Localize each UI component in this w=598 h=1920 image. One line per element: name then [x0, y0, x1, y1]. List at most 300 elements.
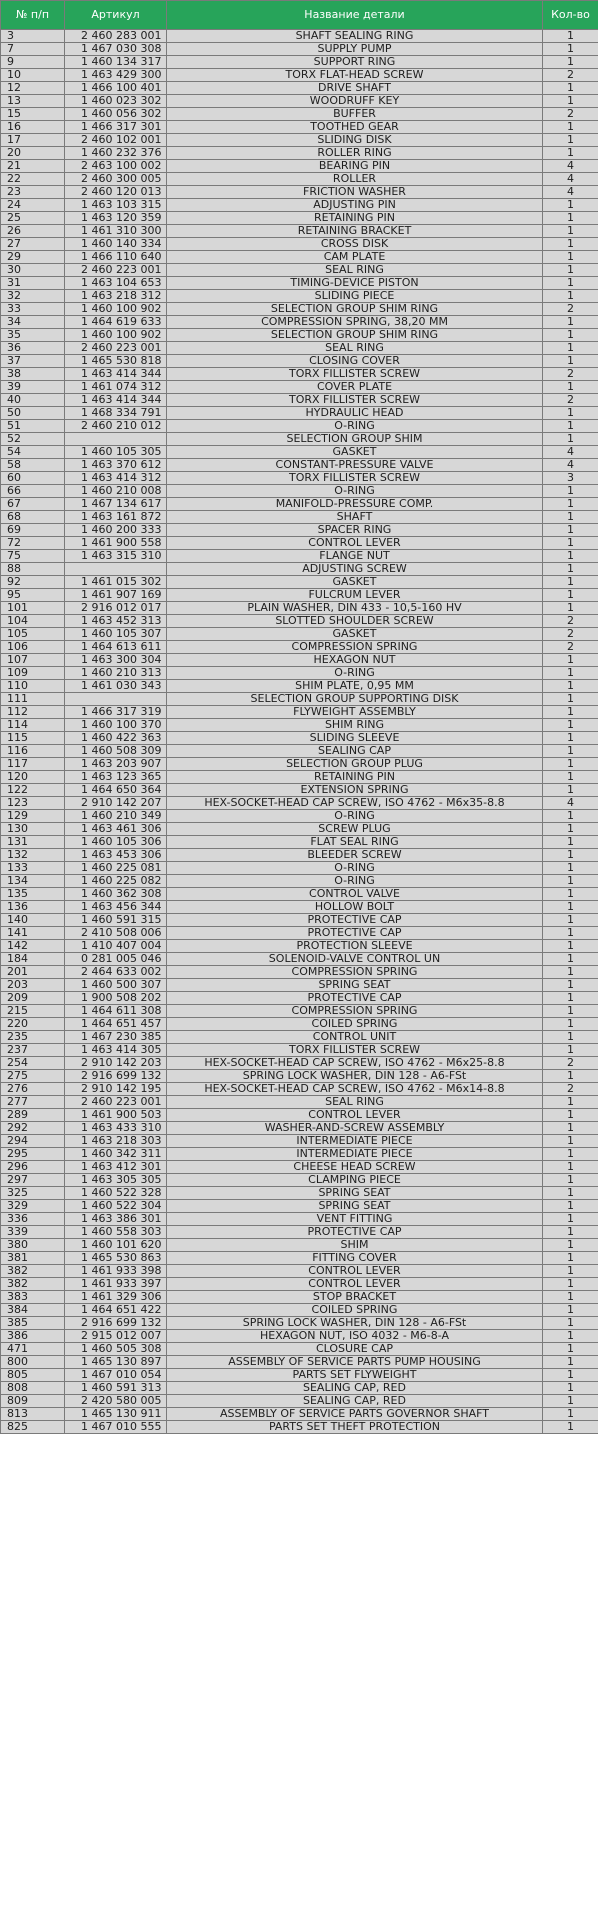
cell-part-name: SPACER RING [167, 524, 543, 537]
cell-number: 114 [1, 719, 65, 732]
cell-article: 1 466 317 301 [65, 121, 167, 134]
table-row [1, 537, 598, 550]
column-header-part-name: Название детали [167, 1, 543, 30]
cell-number: 203 [1, 979, 65, 992]
cell-number: 37 [1, 355, 65, 368]
cell-quantity: 1 [543, 1135, 598, 1148]
cell-article: 1 463 370 612 [65, 459, 167, 472]
table-row [1, 277, 598, 290]
cell-article: 1 460 232 376 [65, 147, 167, 160]
cell-quantity: 1 [543, 1382, 598, 1395]
table-row [1, 693, 598, 706]
table-row [1, 498, 598, 511]
cell-quantity: 1 [543, 823, 598, 836]
table-row [1, 264, 598, 277]
cell-number: 120 [1, 771, 65, 784]
cell-number: 26 [1, 225, 65, 238]
cell-part-name: HEX-SOCKET-HEAD CAP SCREW, ISO 4762 - M6x14-8.8 [167, 1083, 543, 1096]
table-row [1, 784, 598, 797]
cell-number: 13 [1, 95, 65, 108]
table-row [1, 30, 598, 43]
cell-number: 184 [1, 953, 65, 966]
cell-number: 107 [1, 654, 65, 667]
cell-number: 380 [1, 1239, 65, 1252]
cell-part-name: SEAL RING [167, 342, 543, 355]
cell-quantity: 1 [543, 1018, 598, 1031]
cell-quantity: 1 [543, 602, 598, 615]
cell-quantity: 2 [543, 394, 598, 407]
cell-article: 1 460 342 311 [65, 1148, 167, 1161]
cell-article: 1 465 130 911 [65, 1408, 167, 1421]
cell-number: 68 [1, 511, 65, 524]
cell-article: 1 461 900 558 [65, 537, 167, 550]
cell-article: 1 465 530 863 [65, 1252, 167, 1265]
cell-part-name: HOLLOW BOLT [167, 901, 543, 914]
cell-part-name: SOLENOID-VALVE CONTROL UN [167, 953, 543, 966]
cell-number: 289 [1, 1109, 65, 1122]
table-row [1, 329, 598, 342]
cell-number: 106 [1, 641, 65, 654]
cell-number: 51 [1, 420, 65, 433]
cell-part-name: MANIFOLD-PRESSURE COMP. [167, 498, 543, 511]
cell-article: 1 463 414 305 [65, 1044, 167, 1057]
cell-part-name: CLAMPING PIECE [167, 1174, 543, 1187]
cell-number: 122 [1, 784, 65, 797]
table-row [1, 1317, 598, 1330]
cell-article: 2 916 699 132 [65, 1070, 167, 1083]
cell-part-name: INTERMEDIATE PIECE [167, 1135, 543, 1148]
cell-quantity: 1 [543, 719, 598, 732]
cell-part-name: SPRING SEAT [167, 979, 543, 992]
column-header-quantity: Кол-во [543, 1, 598, 30]
cell-number: 254 [1, 1057, 65, 1070]
cell-quantity: 1 [543, 1109, 598, 1122]
table-row [1, 1135, 598, 1148]
cell-part-name: FRICTION WASHER [167, 186, 543, 199]
cell-part-name: SEALING CAP [167, 745, 543, 758]
cell-quantity: 2 [543, 1057, 598, 1070]
table-row [1, 186, 598, 199]
cell-part-name: PLAIN WASHER, DIN 433 - 10,5-160 HV [167, 602, 543, 615]
cell-number: 112 [1, 706, 65, 719]
cell-number: 23 [1, 186, 65, 199]
cell-number: 69 [1, 524, 65, 537]
cell-article: 1 464 619 633 [65, 316, 167, 329]
cell-part-name: CLOSURE CAP [167, 1343, 543, 1356]
table-row [1, 303, 598, 316]
cell-article: 1 460 505 308 [65, 1343, 167, 1356]
cell-part-name: FLANGE NUT [167, 550, 543, 563]
cell-part-name: SELECTION GROUP SHIM [167, 433, 543, 446]
cell-number: 329 [1, 1200, 65, 1213]
cell-number: 75 [1, 550, 65, 563]
cell-quantity: 1 [543, 1395, 598, 1408]
cell-article: 1 460 225 081 [65, 862, 167, 875]
table-row [1, 160, 598, 173]
cell-number: 21 [1, 160, 65, 173]
table-row [1, 1278, 598, 1291]
table-row [1, 1395, 598, 1408]
cell-article: 1 463 433 310 [65, 1122, 167, 1135]
cell-quantity: 1 [543, 498, 598, 511]
cell-number: 105 [1, 628, 65, 641]
cell-article: 1 463 103 315 [65, 199, 167, 212]
cell-article: 1 463 161 872 [65, 511, 167, 524]
table-row [1, 1057, 598, 1070]
cell-article: 1 463 452 313 [65, 615, 167, 628]
cell-quantity: 2 [543, 303, 598, 316]
cell-quantity: 1 [543, 1161, 598, 1174]
cell-number: 50 [1, 407, 65, 420]
cell-part-name: TOOTHED GEAR [167, 121, 543, 134]
cell-quantity: 1 [543, 134, 598, 147]
table-row [1, 628, 598, 641]
cell-article: 1 466 110 640 [65, 251, 167, 264]
cell-article: 1 463 461 306 [65, 823, 167, 836]
table-row [1, 82, 598, 95]
table-row [1, 134, 598, 147]
table-row [1, 914, 598, 927]
cell-number: 383 [1, 1291, 65, 1304]
cell-article: 2 910 142 195 [65, 1083, 167, 1096]
cell-quantity: 1 [543, 706, 598, 719]
cell-number: 134 [1, 875, 65, 888]
cell-number: 17 [1, 134, 65, 147]
cell-article: 1 460 105 305 [65, 446, 167, 459]
table-row [1, 1369, 598, 1382]
cell-part-name: RETAINING PIN [167, 212, 543, 225]
cell-article: 2 916 012 017 [65, 602, 167, 615]
cell-quantity: 1 [543, 563, 598, 576]
cell-number: 3 [1, 30, 65, 43]
cell-part-name: O-RING [167, 875, 543, 888]
cell-part-name: PARTS SET FLYWEIGHT [167, 1369, 543, 1382]
table-row [1, 173, 598, 186]
table-row [1, 1330, 598, 1343]
table-row [1, 563, 598, 576]
cell-article: 1 460 100 902 [65, 329, 167, 342]
cell-part-name: SEALING CAP, RED [167, 1395, 543, 1408]
table-row [1, 1252, 598, 1265]
cell-article: 1 900 508 202 [65, 992, 167, 1005]
cell-part-name: SUPPORT RING [167, 56, 543, 69]
table-row [1, 394, 598, 407]
cell-number: 111 [1, 693, 65, 706]
cell-part-name: CROSS DISK [167, 238, 543, 251]
cell-part-name: CONSTANT-PRESSURE VALVE [167, 459, 543, 472]
cell-quantity: 1 [543, 953, 598, 966]
table-row [1, 316, 598, 329]
cell-quantity: 2 [543, 641, 598, 654]
table-row [1, 368, 598, 381]
cell-number: 58 [1, 459, 65, 472]
cell-quantity: 1 [543, 1187, 598, 1200]
table-row [1, 147, 598, 160]
cell-part-name: SUPPLY PUMP [167, 43, 543, 56]
cell-part-name: HEXAGON NUT [167, 654, 543, 667]
table-row [1, 589, 598, 602]
cell-article: 1 461 329 306 [65, 1291, 167, 1304]
cell-part-name: CLOSING COVER [167, 355, 543, 368]
cell-quantity: 1 [543, 485, 598, 498]
cell-part-name: ASSEMBLY OF SERVICE PARTS PUMP HOUSING [167, 1356, 543, 1369]
cell-quantity: 1 [543, 1044, 598, 1057]
cell-number: 275 [1, 1070, 65, 1083]
cell-number: 25 [1, 212, 65, 225]
table-row [1, 927, 598, 940]
cell-part-name: WOODRUFF KEY [167, 95, 543, 108]
table-row [1, 1070, 598, 1083]
cell-article: 1 461 015 302 [65, 576, 167, 589]
cell-part-name: PROTECTIVE CAP [167, 1226, 543, 1239]
cell-part-name: PROTECTION SLEEVE [167, 940, 543, 953]
cell-part-name: COILED SPRING [167, 1304, 543, 1317]
cell-article: 1 461 310 300 [65, 225, 167, 238]
cell-part-name: HEX-SOCKET-HEAD CAP SCREW, ISO 4762 - M6x35-8.8 [167, 797, 543, 810]
cell-quantity: 2 [543, 368, 598, 381]
cell-article: 2 910 142 203 [65, 1057, 167, 1070]
cell-part-name: GASKET [167, 446, 543, 459]
cell-quantity: 2 [543, 108, 598, 121]
table-row [1, 745, 598, 758]
table-row [1, 667, 598, 680]
cell-article: 1 460 134 317 [65, 56, 167, 69]
cell-article: 1 460 023 302 [65, 95, 167, 108]
cell-number: 32 [1, 290, 65, 303]
cell-quantity: 1 [543, 1226, 598, 1239]
cell-article: 1 466 100 401 [65, 82, 167, 95]
cell-quantity: 1 [543, 1252, 598, 1265]
table-row [1, 550, 598, 563]
table-row [1, 485, 598, 498]
cell-number: 808 [1, 1382, 65, 1395]
cell-quantity: 1 [543, 940, 598, 953]
cell-article: 1 465 130 897 [65, 1356, 167, 1369]
cell-article: 2 460 223 001 [65, 264, 167, 277]
table-row [1, 43, 598, 56]
cell-number: 129 [1, 810, 65, 823]
cell-part-name: COILED SPRING [167, 1018, 543, 1031]
cell-article: 1 463 456 344 [65, 901, 167, 914]
table-row [1, 862, 598, 875]
table-row [1, 1213, 598, 1226]
cell-quantity: 1 [543, 251, 598, 264]
cell-article: 1 460 210 008 [65, 485, 167, 498]
cell-quantity: 1 [543, 1291, 598, 1304]
cell-quantity: 1 [543, 979, 598, 992]
cell-article: 1 468 334 791 [65, 407, 167, 420]
cell-part-name: COVER PLATE [167, 381, 543, 394]
cell-number: 133 [1, 862, 65, 875]
cell-article: 1 460 522 328 [65, 1187, 167, 1200]
table-row [1, 641, 598, 654]
cell-article: 1 460 101 620 [65, 1239, 167, 1252]
table-row [1, 992, 598, 1005]
cell-number: 101 [1, 602, 65, 615]
cell-article: 1 467 134 617 [65, 498, 167, 511]
cell-number: 72 [1, 537, 65, 550]
cell-quantity: 1 [543, 836, 598, 849]
cell-part-name: SHAFT SEALING RING [167, 30, 543, 43]
cell-part-name: COMPRESSION SPRING, 38,20 MM [167, 316, 543, 329]
cell-article: 1 460 422 363 [65, 732, 167, 745]
cell-quantity: 1 [543, 745, 598, 758]
cell-number: 471 [1, 1343, 65, 1356]
cell-quantity: 1 [543, 1200, 598, 1213]
cell-part-name: CONTROL LEVER [167, 1265, 543, 1278]
table-row [1, 407, 598, 420]
cell-quantity: 1 [543, 654, 598, 667]
cell-article: 1 460 591 313 [65, 1382, 167, 1395]
cell-number: 30 [1, 264, 65, 277]
cell-quantity: 1 [543, 43, 598, 56]
cell-article: 1 460 105 307 [65, 628, 167, 641]
cell-quantity: 1 [543, 225, 598, 238]
table-row [1, 381, 598, 394]
table-row [1, 1122, 598, 1135]
cell-number: 36 [1, 342, 65, 355]
cell-article: 1 460 100 902 [65, 303, 167, 316]
cell-article: 2 460 223 001 [65, 1096, 167, 1109]
cell-article: 1 461 074 312 [65, 381, 167, 394]
cell-article: 1 463 386 301 [65, 1213, 167, 1226]
cell-part-name: COMPRESSION SPRING [167, 1005, 543, 1018]
cell-quantity: 1 [543, 1278, 598, 1291]
cell-part-name: BEARING PIN [167, 160, 543, 173]
cell-quantity: 1 [543, 667, 598, 680]
table-row [1, 615, 598, 628]
cell-quantity: 1 [543, 407, 598, 420]
cell-number: 104 [1, 615, 65, 628]
cell-part-name: SELECTION GROUP SUPPORTING DISK [167, 693, 543, 706]
cell-quantity: 1 [543, 1304, 598, 1317]
table-row [1, 459, 598, 472]
cell-article: 1 463 429 300 [65, 69, 167, 82]
table-row [1, 849, 598, 862]
cell-article: 1 460 105 306 [65, 836, 167, 849]
cell-quantity: 1 [543, 1369, 598, 1382]
cell-quantity: 2 [543, 69, 598, 82]
table-row [1, 108, 598, 121]
cell-part-name: SLIDING DISK [167, 134, 543, 147]
cell-number: 33 [1, 303, 65, 316]
cell-number: 141 [1, 927, 65, 940]
cell-article: 2 460 210 012 [65, 420, 167, 433]
cell-part-name: COMPRESSION SPRING [167, 966, 543, 979]
table-row [1, 966, 598, 979]
cell-article: 1 461 907 169 [65, 589, 167, 602]
cell-number: 34 [1, 316, 65, 329]
cell-quantity: 1 [543, 914, 598, 927]
cell-part-name: SELECTION GROUP SHIM RING [167, 303, 543, 316]
cell-quantity: 1 [543, 30, 598, 43]
cell-article: 2 463 100 002 [65, 160, 167, 173]
cell-article: 1 460 200 333 [65, 524, 167, 537]
cell-quantity: 1 [543, 264, 598, 277]
cell-number: 277 [1, 1096, 65, 1109]
cell-quantity: 1 [543, 849, 598, 862]
cell-number: 92 [1, 576, 65, 589]
table-row [1, 576, 598, 589]
table-row [1, 238, 598, 251]
cell-article: 1 463 300 304 [65, 654, 167, 667]
cell-article: 1 460 210 313 [65, 667, 167, 680]
cell-quantity: 1 [543, 1343, 598, 1356]
cell-number: 809 [1, 1395, 65, 1408]
cell-number: 88 [1, 563, 65, 576]
table-row [1, 888, 598, 901]
cell-part-name: SHAFT [167, 511, 543, 524]
table-row [1, 251, 598, 264]
table-row [1, 1265, 598, 1278]
cell-article: 0 281 005 046 [65, 953, 167, 966]
cell-quantity: 1 [543, 420, 598, 433]
cell-part-name: TIMING-DEVICE PISTON [167, 277, 543, 290]
cell-article: 1 460 210 349 [65, 810, 167, 823]
cell-quantity: 1 [543, 1174, 598, 1187]
cell-number: 381 [1, 1252, 65, 1265]
cell-article: 2 910 142 207 [65, 797, 167, 810]
cell-part-name: O-RING [167, 862, 543, 875]
cell-number: 135 [1, 888, 65, 901]
cell-part-name: ROLLER RING [167, 147, 543, 160]
cell-article: 1 463 414 312 [65, 472, 167, 485]
cell-part-name: CONTROL VALVE [167, 888, 543, 901]
cell-quantity: 1 [543, 771, 598, 784]
cell-part-name: DRIVE SHAFT [167, 82, 543, 95]
cell-quantity: 1 [543, 329, 598, 342]
cell-article: 1 463 414 344 [65, 368, 167, 381]
cell-article: 1 460 140 334 [65, 238, 167, 251]
cell-number: 38 [1, 368, 65, 381]
cell-number: 237 [1, 1044, 65, 1057]
cell-quantity: 1 [543, 290, 598, 303]
cell-quantity: 1 [543, 524, 598, 537]
cell-quantity: 1 [543, 56, 598, 69]
cell-number: 15 [1, 108, 65, 121]
table-row [1, 953, 598, 966]
cell-number: 825 [1, 1421, 65, 1434]
table-row [1, 1343, 598, 1356]
cell-number: 10 [1, 69, 65, 82]
cell-part-name: HYDRAULIC HEAD [167, 407, 543, 420]
cell-quantity: 1 [543, 888, 598, 901]
cell-number: 386 [1, 1330, 65, 1343]
table-row [1, 524, 598, 537]
cell-quantity: 1 [543, 355, 598, 368]
cell-number: 296 [1, 1161, 65, 1174]
cell-quantity: 1 [543, 433, 598, 446]
cell-part-name: SEALING CAP, RED [167, 1382, 543, 1395]
cell-article: 1 463 414 344 [65, 394, 167, 407]
table-row [1, 654, 598, 667]
column-header-article: Артикул [65, 1, 167, 30]
cell-part-name: SPRING SEAT [167, 1187, 543, 1200]
cell-quantity: 1 [543, 238, 598, 251]
cell-article: 1 467 030 308 [65, 43, 167, 56]
cell-quantity: 1 [543, 199, 598, 212]
cell-part-name: CONTROL LEVER [167, 537, 543, 550]
cell-number: 24 [1, 199, 65, 212]
cell-part-name: SHIM PLATE, 0,95 MM [167, 680, 543, 693]
table-row [1, 823, 598, 836]
cell-article: 1 463 453 306 [65, 849, 167, 862]
cell-number: 39 [1, 381, 65, 394]
cell-article: 2 915 012 007 [65, 1330, 167, 1343]
column-header-number: № п/п [1, 1, 65, 30]
cell-part-name: SPRING LOCK WASHER, DIN 128 - A6-FSt [167, 1317, 543, 1330]
table-row [1, 342, 598, 355]
